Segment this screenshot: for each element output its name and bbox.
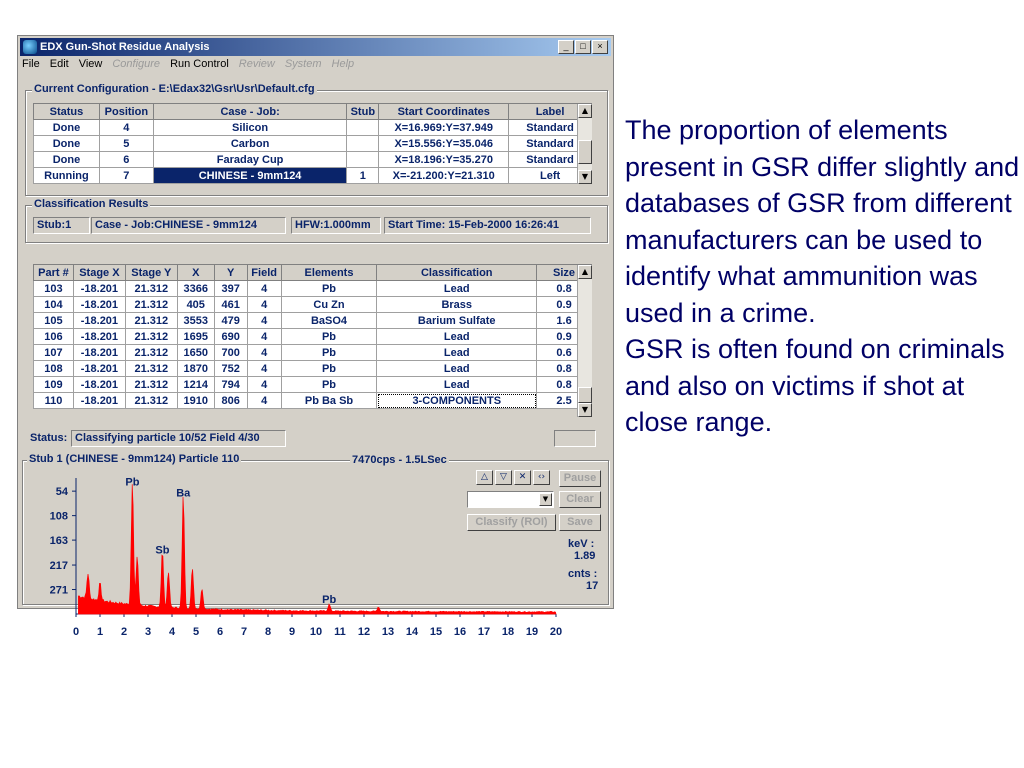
table-cell: 1.6 bbox=[537, 313, 592, 329]
x-tick-label: 20 bbox=[549, 626, 563, 638]
x-tick-label: 14 bbox=[405, 626, 419, 638]
table-cell: Done bbox=[34, 136, 100, 152]
x-tick-label: 0 bbox=[72, 626, 80, 638]
table-cell: 4 bbox=[247, 281, 281, 297]
close-x-icon[interactable]: ✕ bbox=[514, 470, 531, 485]
table-row[interactable] bbox=[34, 345, 592, 361]
table-cell: 21.312 bbox=[125, 377, 177, 393]
table-cell: 21.312 bbox=[125, 281, 177, 297]
table-cell: 5 bbox=[99, 136, 153, 152]
stub-field: Stub:1 bbox=[33, 217, 90, 234]
cnts-value: 17 bbox=[586, 580, 599, 592]
save-button[interactable]: Save bbox=[559, 514, 601, 531]
menu-item-system[interactable]: System bbox=[284, 58, 322, 70]
column-header[interactable]: Size bbox=[537, 265, 592, 281]
case-field: Case - Job:CHINESE - 9mm124 bbox=[91, 217, 286, 234]
menu-item-help[interactable]: Help bbox=[331, 58, 355, 70]
table-cell: 109 bbox=[34, 377, 74, 393]
table-row[interactable] bbox=[34, 136, 592, 152]
table-cell: 1695 bbox=[177, 329, 214, 345]
spectrum-rate: 7470cps - 1.5LSec bbox=[352, 454, 447, 466]
table-cell: 105 bbox=[34, 313, 74, 329]
table-cell: 3-COMPONENTS bbox=[377, 393, 537, 409]
column-header[interactable]: Stub bbox=[347, 104, 379, 120]
menu-item-review[interactable]: Review bbox=[238, 58, 275, 70]
table-cell: -18.201 bbox=[73, 281, 125, 297]
maximize-button[interactable]: □ bbox=[575, 40, 591, 54]
table-row[interactable] bbox=[34, 313, 592, 329]
x-tick-label: 1 bbox=[96, 626, 104, 638]
column-header[interactable]: Case - Job: bbox=[153, 104, 347, 120]
menu-item-file[interactable]: File bbox=[22, 58, 40, 70]
table-cell: X=-21.200:Y=21.310 bbox=[379, 168, 509, 184]
table-cell: 3553 bbox=[177, 313, 214, 329]
column-header[interactable]: Label bbox=[509, 104, 592, 120]
scroll-up-icon[interactable]: ▲ bbox=[578, 265, 592, 279]
x-tick-label: 3 bbox=[144, 626, 152, 638]
table-cell: 0.8 bbox=[537, 361, 592, 377]
table-cell: X=18.196:Y=35.270 bbox=[379, 152, 509, 168]
column-header[interactable]: Y bbox=[214, 265, 247, 281]
table-cell: -18.201 bbox=[73, 313, 125, 329]
table-cell: 397 bbox=[214, 281, 247, 297]
slide-text bbox=[625, 112, 1020, 441]
column-header[interactable]: Stage Y bbox=[125, 265, 177, 281]
hfw-field: HFW:1.000mm bbox=[291, 217, 381, 234]
table-cell: Barium Sulfate bbox=[377, 313, 537, 329]
table-cell: 7 bbox=[99, 168, 153, 184]
classify-roi-button[interactable]: Classify (ROI) bbox=[467, 514, 556, 531]
table-cell: 794 bbox=[214, 377, 247, 393]
table-cell: 4 bbox=[99, 120, 153, 136]
spectrum-title: Stub 1 (CHINESE - 9mm124) Particle 110 bbox=[29, 453, 240, 465]
table-cell: -18.201 bbox=[73, 393, 125, 409]
up-arrow-icon[interactable]: △ bbox=[476, 470, 493, 485]
slide-paragraph-1: The proportion of elements present in GSR differ slightly and databases of GSR from different manufacturers can be used to identify what ammunition was used in a crime. bbox=[625, 115, 1020, 328]
spectrum-trace bbox=[78, 484, 556, 614]
menu-item-edit[interactable]: Edit bbox=[49, 58, 69, 70]
table-cell: 700 bbox=[214, 345, 247, 361]
y-tick-label: 163 bbox=[49, 535, 68, 548]
x-tick-label: 5 bbox=[192, 626, 200, 638]
table-cell: Lead bbox=[377, 345, 537, 361]
slide-paragraph-2: GSR is often found on criminals and also on victims if shot at close range. bbox=[625, 334, 1005, 437]
table-cell: 690 bbox=[214, 329, 247, 345]
table-cell: 21.312 bbox=[125, 313, 177, 329]
x-tick-label: 16 bbox=[453, 626, 467, 638]
table-cell: 21.312 bbox=[125, 345, 177, 361]
x-tick-label: 11 bbox=[334, 626, 346, 638]
y-tick-label: 54 bbox=[55, 486, 68, 499]
down-arrow-icon[interactable]: ▽ bbox=[495, 470, 512, 485]
table-cell: 3366 bbox=[177, 281, 214, 297]
table-row[interactable] bbox=[34, 152, 592, 168]
table-cell: 0.8 bbox=[537, 377, 592, 393]
table-cell: 107 bbox=[34, 345, 74, 361]
table-cell: Carbon bbox=[153, 136, 347, 152]
table-cell: -18.201 bbox=[73, 361, 125, 377]
kev-value: 1.89 bbox=[574, 550, 596, 562]
table-cell: -18.201 bbox=[73, 297, 125, 313]
expand-icon[interactable]: ‹› bbox=[533, 470, 550, 485]
classification-label: Classification Results bbox=[34, 198, 149, 210]
menu-item-view[interactable]: View bbox=[78, 58, 103, 70]
table-cell: CHINESE - 9mm124 bbox=[153, 168, 347, 184]
table-cell: Faraday Cup bbox=[153, 152, 347, 168]
table-cell: BaSO4 bbox=[281, 313, 377, 329]
table-row[interactable] bbox=[34, 393, 592, 409]
table-row[interactable] bbox=[34, 329, 592, 345]
table-cell: 806 bbox=[214, 393, 247, 409]
table-cell: 4 bbox=[247, 329, 281, 345]
x-tick-label: 19 bbox=[525, 626, 539, 638]
table-cell: 1650 bbox=[177, 345, 214, 361]
spectrum-chart[interactable] bbox=[18, 466, 578, 638]
peak-label: Pb bbox=[125, 476, 140, 489]
window-title: EDX Gun-Shot Residue Analysis bbox=[40, 41, 210, 53]
status-label: Status: bbox=[30, 432, 68, 444]
table-cell: Standard bbox=[509, 120, 592, 136]
x-tick-label: 6 bbox=[216, 626, 224, 638]
scroll-thumb[interactable] bbox=[578, 140, 592, 164]
peak-label: Ba bbox=[176, 487, 191, 500]
cnts-label: cnts : bbox=[568, 568, 598, 580]
menu-item-run-control[interactable]: Run Control bbox=[170, 58, 229, 70]
table-cell: 1910 bbox=[177, 393, 214, 409]
column-header[interactable]: Elements bbox=[281, 265, 377, 281]
table-cell: 0.9 bbox=[537, 329, 592, 345]
y-tick-label: 271 bbox=[49, 584, 68, 597]
current-config-label: Current Configuration - E:\Edax32\Gsr\Usr\Default.cfg bbox=[34, 83, 315, 95]
x-tick-label: 7 bbox=[240, 626, 248, 638]
table-cell: Pb bbox=[281, 345, 377, 361]
config-table bbox=[33, 103, 592, 184]
table-cell: Silicon bbox=[153, 120, 347, 136]
x-tick-label: 12 bbox=[357, 626, 371, 638]
table-cell: 0.9 bbox=[537, 297, 592, 313]
table-cell: Done bbox=[34, 120, 100, 136]
table-cell: Lead bbox=[377, 329, 537, 345]
table-cell: 0.8 bbox=[537, 281, 592, 297]
table-cell: 1 bbox=[347, 168, 379, 184]
table-cell: 104 bbox=[34, 297, 74, 313]
x-tick-label: 15 bbox=[429, 626, 443, 638]
app-window bbox=[17, 35, 614, 638]
table-cell: Pb bbox=[281, 329, 377, 345]
table-cell: X=16.969:Y=37.949 bbox=[379, 120, 509, 136]
x-tick-label: 18 bbox=[501, 626, 515, 638]
table-cell: 103 bbox=[34, 281, 74, 297]
table-cell: Brass bbox=[377, 297, 537, 313]
table-cell bbox=[347, 136, 379, 152]
kev-label: keV : bbox=[568, 538, 595, 550]
table-cell: 752 bbox=[214, 361, 247, 377]
y-tick-label: 217 bbox=[49, 560, 68, 573]
status-field: Classifying particle 10/52 Field 4/30 bbox=[71, 430, 286, 447]
table-cell: 108 bbox=[34, 361, 74, 377]
table-cell: 0.6 bbox=[537, 345, 592, 361]
table-cell: 4 bbox=[247, 313, 281, 329]
table-cell: Lead bbox=[377, 361, 537, 377]
menu-item-configure[interactable]: Configure bbox=[112, 58, 161, 70]
scroll-thumb[interactable] bbox=[578, 387, 592, 403]
table-cell: 106 bbox=[34, 329, 74, 345]
pause-button[interactable]: Pause bbox=[559, 470, 601, 487]
config-scrollbar[interactable] bbox=[577, 104, 592, 184]
table-cell: 21.312 bbox=[125, 297, 177, 313]
particle-scrollbar[interactable] bbox=[577, 265, 592, 417]
table-row[interactable] bbox=[34, 281, 592, 297]
table-row[interactable] bbox=[34, 120, 592, 136]
table-row[interactable] bbox=[34, 168, 592, 184]
y-tick-label: 108 bbox=[49, 510, 68, 523]
x-tick-label: 4 bbox=[168, 626, 176, 638]
table-cell: -18.201 bbox=[73, 345, 125, 361]
x-tick-label: 17 bbox=[477, 626, 491, 638]
peak-label: Pb bbox=[322, 594, 337, 607]
x-tick-label: 13 bbox=[381, 626, 395, 638]
minimize-button[interactable]: _ bbox=[558, 40, 574, 54]
x-tick-label: 10 bbox=[309, 626, 323, 638]
table-cell: -18.201 bbox=[73, 329, 125, 345]
table-row[interactable] bbox=[34, 377, 592, 393]
table-cell: 110 bbox=[34, 393, 74, 409]
column-header[interactable]: Classification bbox=[377, 265, 537, 281]
scroll-down-icon[interactable]: ▼ bbox=[578, 170, 592, 184]
column-header[interactable]: Stage X bbox=[73, 265, 125, 281]
table-cell: 21.312 bbox=[125, 393, 177, 409]
table-cell: 21.312 bbox=[125, 361, 177, 377]
table-cell: Pb bbox=[281, 281, 377, 297]
table-cell: Running bbox=[34, 168, 100, 184]
table-cell: 2.5 bbox=[537, 393, 592, 409]
table-cell: 1870 bbox=[177, 361, 214, 377]
start-time-field: Start Time: 15-Feb-2000 16:26:41 bbox=[384, 217, 591, 234]
table-cell: 405 bbox=[177, 297, 214, 313]
app-icon bbox=[23, 40, 37, 54]
column-header[interactable]: Status bbox=[34, 104, 100, 120]
table-cell: 4 bbox=[247, 393, 281, 409]
scroll-down-icon[interactable]: ▼ bbox=[578, 403, 592, 417]
chevron-down-icon[interactable]: ▼ bbox=[539, 493, 552, 506]
clear-button[interactable]: Clear bbox=[559, 491, 601, 508]
table-cell: 4 bbox=[247, 377, 281, 393]
table-cell: Pb bbox=[281, 361, 377, 377]
menu-bar bbox=[22, 58, 354, 74]
table-cell: 21.312 bbox=[125, 329, 177, 345]
table-cell: Pb bbox=[281, 377, 377, 393]
table-cell: 1214 bbox=[177, 377, 214, 393]
table-cell: -18.201 bbox=[73, 377, 125, 393]
scroll-up-icon[interactable]: ▲ bbox=[578, 104, 592, 118]
table-cell: Cu Zn bbox=[281, 297, 377, 313]
peak-label: Sb bbox=[155, 544, 170, 557]
table-cell: 4 bbox=[247, 297, 281, 313]
table-cell: Standard bbox=[509, 152, 592, 168]
column-header[interactable]: Position bbox=[99, 104, 153, 120]
table-cell: Lead bbox=[377, 281, 537, 297]
table-cell: X=15.556:Y=35.046 bbox=[379, 136, 509, 152]
column-header[interactable]: Part # bbox=[34, 265, 74, 281]
x-tick-label: 8 bbox=[264, 626, 272, 638]
particle-table bbox=[33, 264, 592, 409]
table-row[interactable] bbox=[34, 297, 592, 313]
table-cell: Pb Ba Sb bbox=[281, 393, 377, 409]
progress-indicator bbox=[554, 430, 596, 447]
table-cell: 4 bbox=[247, 345, 281, 361]
table-cell: 6 bbox=[99, 152, 153, 168]
table-cell: Left bbox=[509, 168, 592, 184]
close-button[interactable]: × bbox=[592, 40, 608, 54]
x-tick-label: 2 bbox=[120, 626, 128, 638]
table-cell: 479 bbox=[214, 313, 247, 329]
table-cell: 461 bbox=[214, 297, 247, 313]
table-cell: Standard bbox=[509, 136, 592, 152]
table-row[interactable] bbox=[34, 361, 592, 377]
table-cell bbox=[347, 152, 379, 168]
column-header[interactable]: X bbox=[177, 265, 214, 281]
column-header[interactable]: Start Coordinates bbox=[379, 104, 509, 120]
table-cell: 4 bbox=[247, 361, 281, 377]
x-tick-label: 9 bbox=[288, 626, 296, 638]
column-header[interactable]: Field bbox=[247, 265, 281, 281]
title-bar[interactable] bbox=[20, 38, 611, 56]
table-cell: Done bbox=[34, 152, 100, 168]
table-cell bbox=[347, 120, 379, 136]
table-cell: Lead bbox=[377, 377, 537, 393]
